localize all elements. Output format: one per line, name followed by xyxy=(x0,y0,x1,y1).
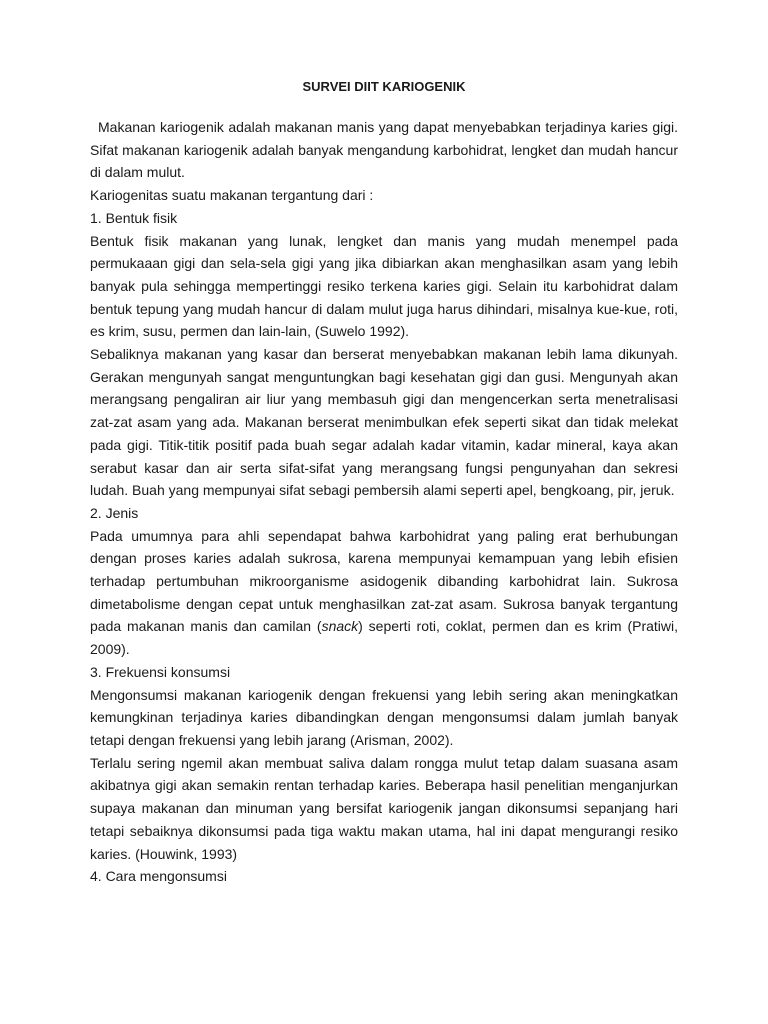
paragraph-bentuk-fisik: Bentuk fisik makanan yang lunak, lengket dan manis yang mudah menempel pada permukaaan gigi dan sela-sela gigi yang jika dibiarkan akan menghasilkan asam yang lebih banyak pula sehingga mempertinggi resiko terkena karies gigi. Selain itu karbohidrat dalam bentuk tepung yang mudah hancur di dalam mulut juga harus dihindari, misalnya kue-kue, roti, es krim, susu, permen dan lain-lain, (Suwelo 1992). xyxy=(90,232,678,340)
paragraph-jenis-part-a: Pada umumnya para ahli sependapat bahwa karbohidrat yang paling erat berhubungan dengan proses karies adalah sukrosa, karena mempunyai kemampuan yang lebih efisien terhadap pertumbuhan mikroorganisme asidogenik dibanding karbohidrat lain. Sukrosa dimetabolisme dengan cepat untuk menghasilkan zat-zat asam. Sukrosa banyak tergantung pada makanan manis dan camilan ( xyxy=(90,527,678,635)
paragraph-jenis-emphasis: snack xyxy=(321,618,359,635)
document-title: SURVEI DIIT KARIOGENIK xyxy=(302,79,466,94)
heading-jenis: 2. Jenis xyxy=(90,504,139,521)
paragraph-intro: Makanan kariogenik adalah makanan manis yang dapat menyebabkan terjadinya karies gigi. Sifat makanan kariogenik adalah banyak mengandung karbohidrat, lengket dan mudah hancur di dalam mulut. xyxy=(90,119,678,181)
paragraph-jenis-part-b: ) seperti roti, coklat, permen dan es krim (Pratiwi, 2009). xyxy=(90,618,678,658)
paragraph-makanan-berserat: Sebaliknya makanan yang kasar dan berserat menyebabkan makanan lebih lama dikunyah. Gerakan mengunyah sangat menguntungkan bagi kesehatan gigi dan gusi. Mengunyah akan merangsang pengaliran air liur yang membasuh gigi dan mengencerkan serta menetralisasi zat-zat asam yang ada. Makanan berserat menimbulkan efek seperti sikat dan tidak melekat pada gigi. Titik-titik positif pada buah segar adalah kadar vitamin, kadar mineral, kaya akan serabut kasar dan air serta sifat-sifat yang merangsang fungsi pengunyahan dan sekresi ludah. Buah yang mempunyai sifat sebagi pembersih alami seperti apel, bengkoang, pir, jeruk. xyxy=(90,346,678,499)
paragraph-jenis xyxy=(90,525,678,661)
heading-frekuensi-konsumsi: 3. Frekuensi konsumsi xyxy=(90,663,231,680)
heading-cara-mengonsumsi: 4. Cara mengonsumsi xyxy=(90,868,227,885)
heading-bentuk-fisik: 1. Bentuk fisik xyxy=(90,209,178,226)
paragraph-ngemil: Terlalu sering ngemil akan membuat saliva dalam rongga mulut tetap dalam suasana asam akibatnya gigi akan semakin rentan terhadap karies. Beberapa hasil penelitian menganjurkan supaya makanan dan minuman yang bersifat kariogenik jangan dikonsumsi sepanjang hari tetapi sebaiknya dikonsumsi pada tiga waktu makan utama, hal ini dapat mengurangi resiko karies. (Houwink, 1993) xyxy=(90,754,678,862)
paragraph-kariogenitas: Kariogenitas suatu makanan tergantung dari : xyxy=(90,187,374,204)
paragraph-frekuensi: Mengonsumsi makanan kariogenik dengan frekuensi yang lebih sering akan meningkatkan kemungkinan terjadinya karies dibandingkan dengan mengonsumsi dalam jumlah banyak tetapi dengan frekuensi yang lebih jarang (Arisman, 2002). xyxy=(90,686,678,748)
document-page xyxy=(90,76,678,888)
